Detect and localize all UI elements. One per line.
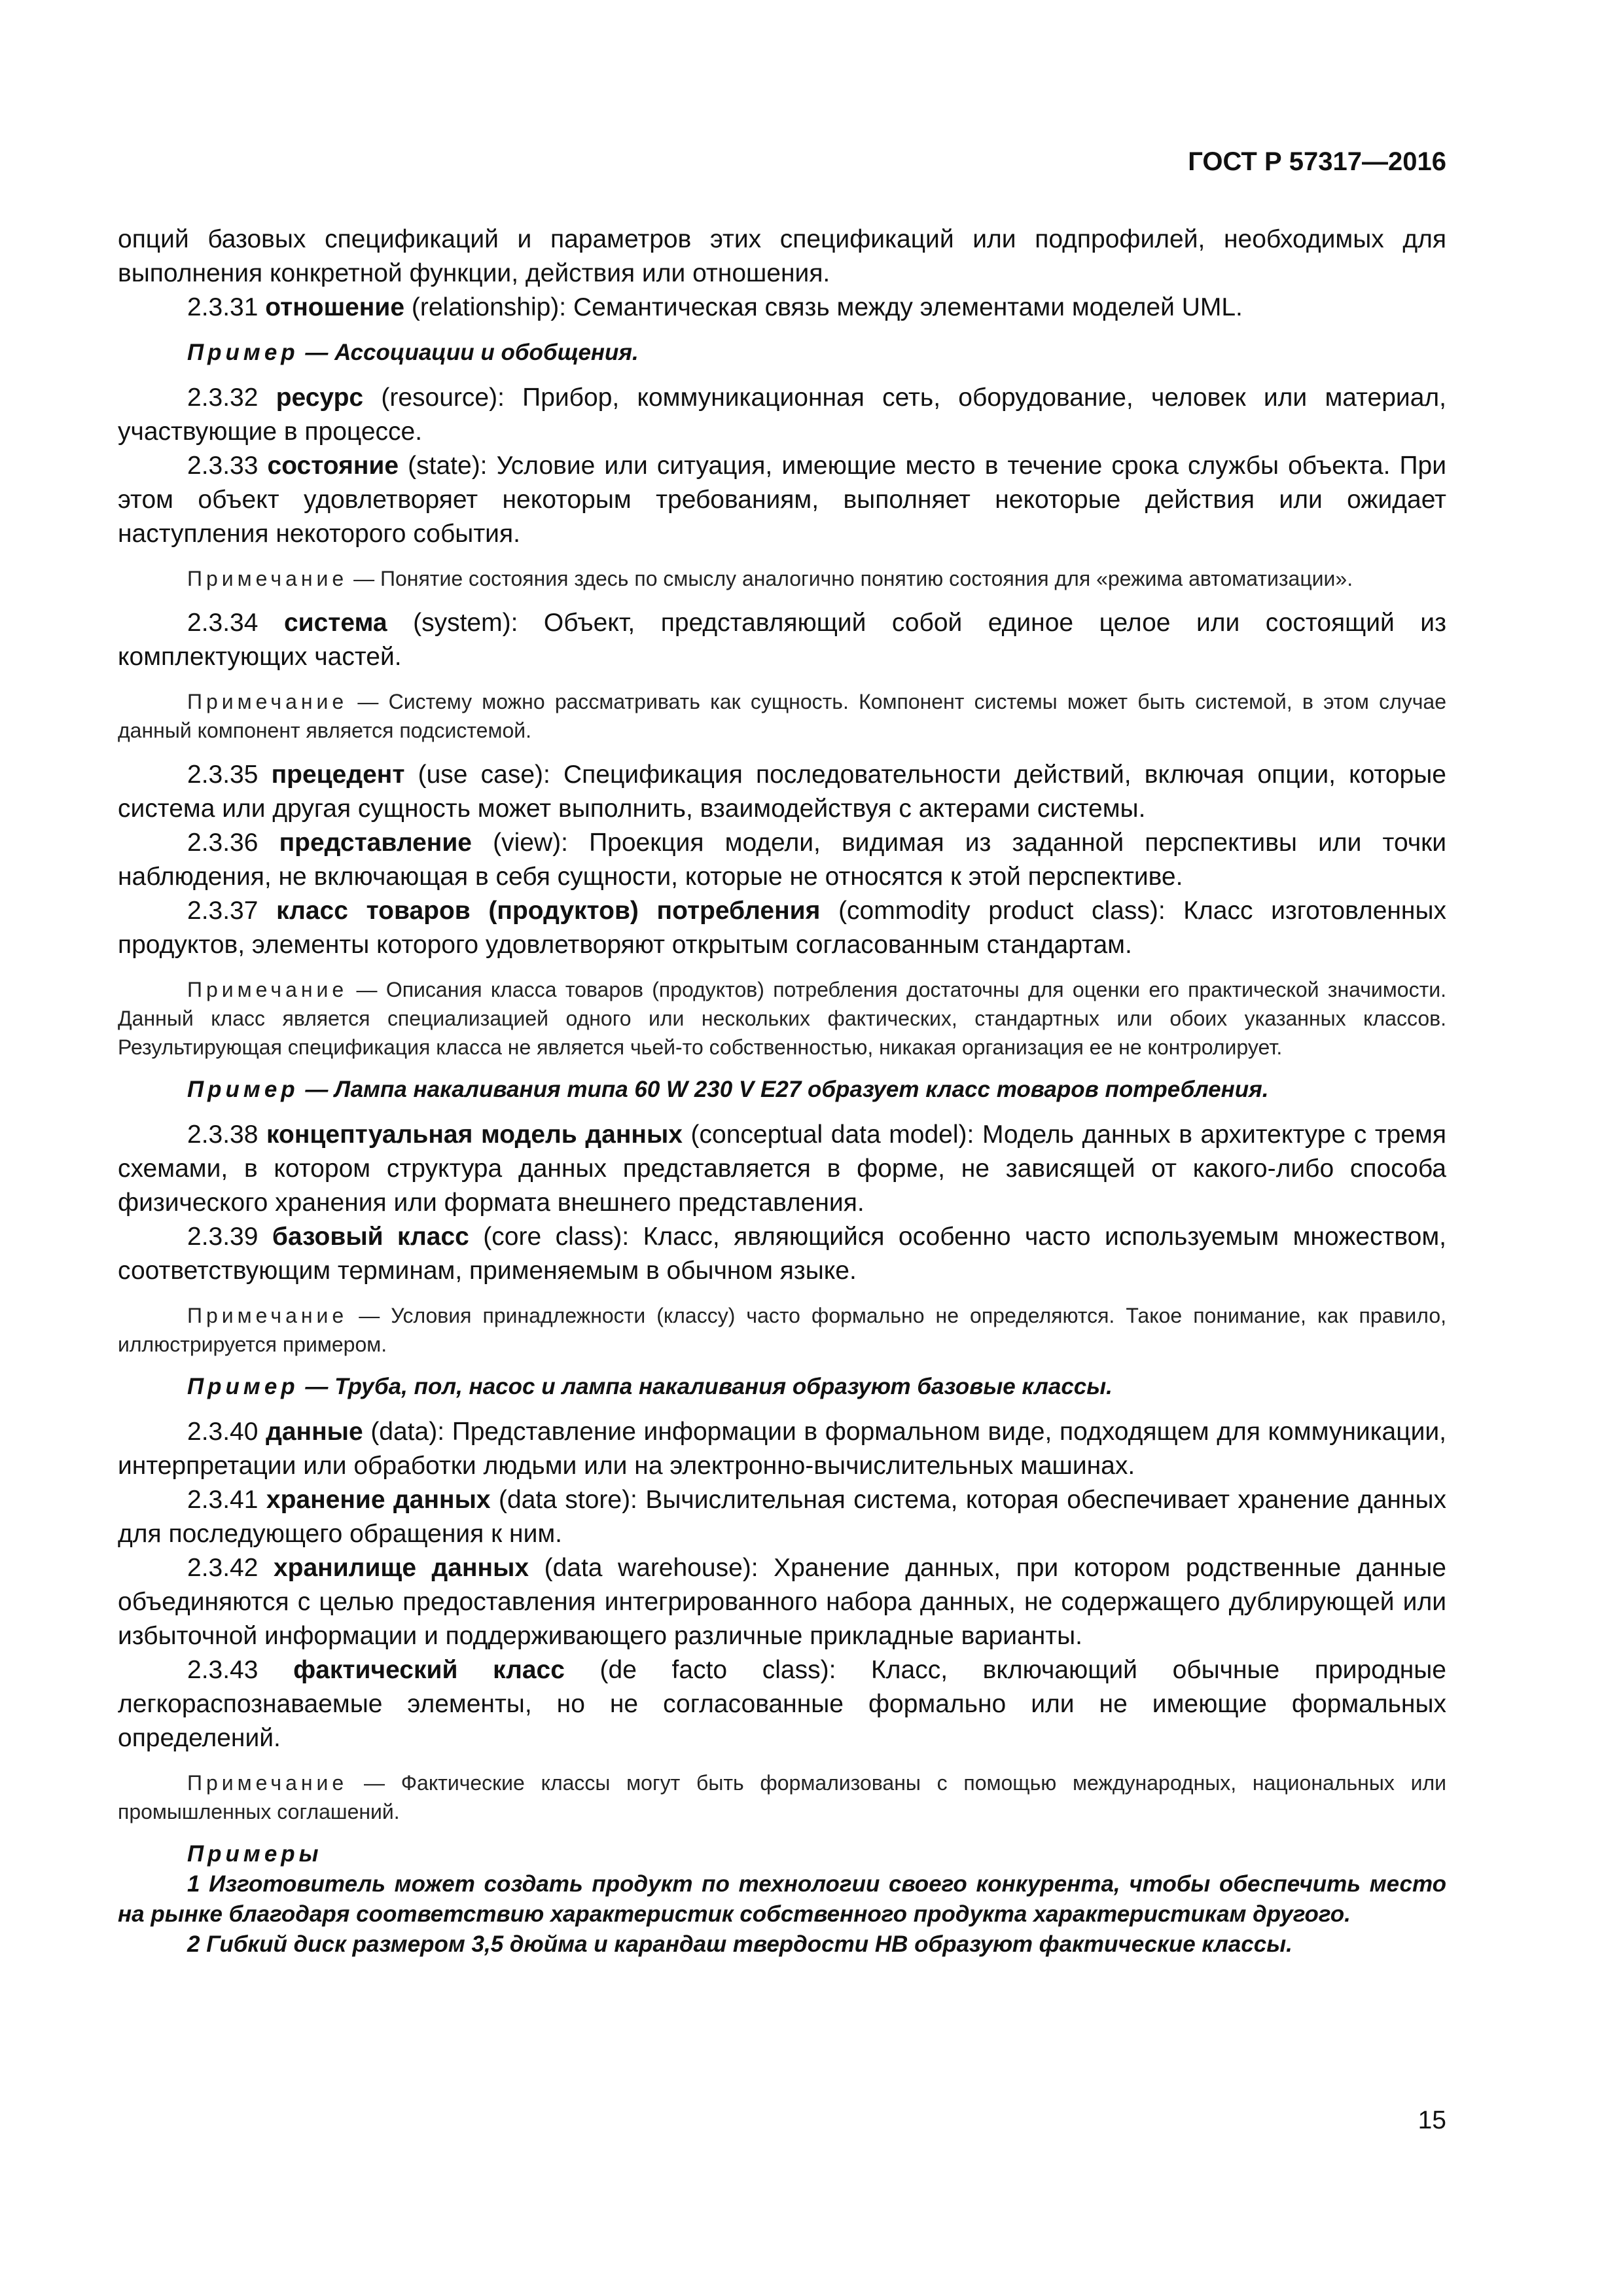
note-3 <box>118 975 1446 1062</box>
term-number: 2.3.36 <box>187 829 279 857</box>
term-number: 2.3.35 <box>187 761 272 789</box>
note-text: — Условия принадлежности (классу) часто формально не определяются. Такое понимание, как правило, иллюстрируется примером. <box>118 1304 1446 1356</box>
document-code-header: ГОСТ Р 57317—2016 <box>1188 147 1446 176</box>
term-2-3-33 <box>118 449 1446 551</box>
term-2-3-43 <box>118 1653 1446 1755</box>
example-text: — Ассоциации и обобщения. <box>298 340 639 365</box>
note-label: Примечание <box>187 1304 348 1327</box>
term-definition: (relationship): Семантическая связь между элементами моделей UML. <box>404 293 1243 321</box>
note-label: Примечание <box>187 978 348 1001</box>
note-4 <box>118 1301 1446 1359</box>
note-label: Примечание <box>187 690 348 713</box>
term-2-3-39 <box>118 1220 1446 1288</box>
note-text: — Понятие состояния здесь по смыслу аналогично понятию состояния для «режима автоматизации». <box>348 567 1353 590</box>
term-definition: (data store): Вычислительная система, которая обеспечивает хранение данных для последующего обращения к ним. <box>118 1486 1447 1548</box>
example-label: Пример <box>187 1077 299 1102</box>
example-2 <box>118 1075 1446 1105</box>
term-number: 2.3.33 <box>187 452 268 480</box>
term-definition: (data): Представление информации в формальном виде, подходящем для коммуникации, интерпретации или обработки людьми или на электронно-вычислительных машинах. <box>118 1418 1446 1480</box>
term-2-3-31 <box>118 291 1446 325</box>
note-text: — Описания класса товаров (продуктов) потребления достаточны для оценки его практической значимости. Данный класс является специализацией одного или нескольких фактических, стандартных или обоих указанных классов. Результирующая спецификация класса не является чьей-то собственностью, никакая организация ее не контролирует. <box>118 978 1446 1059</box>
example-1 <box>118 338 1446 368</box>
note-text: — Систему можно рассматривать как сущность. Компонент системы может быть системой, в этом случае данный компонент является подсистемой. <box>118 690 1446 742</box>
term-definition: (conceptual data model): Модель данных в архитектуре с тремя схемами, в котором структура данных представляется в форме, не зависящей от какого-либо способа физического хранения или формата внешнего представления. <box>118 1121 1446 1217</box>
examples-heading <box>118 1839 1446 1869</box>
page-number: 15 <box>1418 2106 1446 2134</box>
note-label: Примечание <box>187 567 348 590</box>
term-2-3-36 <box>118 826 1446 894</box>
term-definition: (de facto class): Класс, включающий обычные природные легкораспознаваемые элементы, но не согласованные формально или не имеющие формальных определений. <box>118 1656 1446 1752</box>
example-label: Пример <box>187 340 299 365</box>
examples-label: Примеры <box>187 1841 323 1867</box>
term-name: отношение <box>265 293 405 321</box>
example-text: — Лампа накаливания типа 60 W 230 V E27 образует класс товаров потребления. <box>298 1077 1269 1102</box>
term-definition: (resource): Прибор, коммуникационная сеть, оборудование, человек или материал, участвующие в процессе. <box>118 384 1446 446</box>
example-text: — Труба, пол, насос и лампа накаливания образуют базовые классы. <box>298 1374 1113 1399</box>
term-2-3-40 <box>118 1415 1446 1483</box>
term-number: 2.3.42 <box>187 1554 274 1582</box>
term-definition: (system): Объект, представляющий собой единое целое или состоящий из комплектующих частей. <box>118 609 1446 671</box>
continued-paragraph: опций базовых спецификаций и параметров этих спецификаций или подпрофилей, необходимых для выполнения конкретной функции, действия или отношения. <box>118 225 1446 287</box>
example-item: 1 Изготовитель может создать продукт по технологии своего конкурента, чтобы обеспечить место на рынке благодаря соответствию характеристик собственного продукта характеристикам другого. <box>118 1871 1446 1927</box>
term-number: 2.3.40 <box>187 1418 266 1446</box>
term-number: 2.3.43 <box>187 1656 294 1684</box>
note-text: — Фактические классы могут быть формализованы с помощью международных, национальных или промышленных соглашений. <box>118 1771 1446 1823</box>
term-name: данные <box>266 1418 363 1446</box>
term-number: 2.3.39 <box>187 1223 272 1251</box>
term-name: хранилище данных <box>273 1554 529 1582</box>
term-name: хранение данных <box>266 1486 491 1514</box>
note-1 <box>118 564 1446 593</box>
term-name: прецедент <box>271 761 405 789</box>
note-label: Примечание <box>187 1771 348 1795</box>
example-item: 2 Гибкий диск размером 3,5 дюйма и карандаш твердости НВ образуют фактические классы. <box>187 1931 1293 1957</box>
term-name: представление <box>279 829 473 857</box>
term-2-3-35 <box>118 758 1446 826</box>
term-name: концептуальная модель данных <box>266 1121 683 1149</box>
term-definition: (state): Условие или ситуация, имеющие место в течение срока службы объекта. При этом объект удовлетворяет некоторым требованиям, выполняет некоторые действия или ожидает наступления некоторого события. <box>118 452 1446 548</box>
term-name: базовый класс <box>272 1223 469 1251</box>
term-name: фактический класс <box>293 1656 565 1684</box>
term-definition: (commodity product class): Класс изготовленных продуктов, элементы которого удовлетворяют открытым согласованным стандартам. <box>118 897 1446 959</box>
note-5 <box>118 1768 1446 1826</box>
term-name: ресурс <box>276 384 364 412</box>
term-definition: (core class): Класс, являющийся особенно часто используемым множеством, соответствующим терминам, применяемым в обычном языке. <box>118 1223 1446 1285</box>
term-2-3-34 <box>118 606 1446 674</box>
term-number: 2.3.34 <box>187 609 284 637</box>
example-label: Пример <box>187 1374 299 1399</box>
term-2-3-42 <box>118 1551 1446 1653</box>
term-name: состояние <box>267 452 399 480</box>
page-content <box>118 223 1446 1960</box>
term-2-3-38 <box>118 1118 1446 1220</box>
term-number: 2.3.31 <box>187 293 266 321</box>
term-2-3-41 <box>118 1483 1446 1551</box>
term-definition: (view): Проекция модели, видимая из заданной перспективы или точки наблюдения, не включающая в себя сущности, которые не относятся к этой перспективе. <box>118 829 1446 891</box>
examples-block <box>118 1839 1446 1960</box>
term-definition: (use case): Спецификация последовательности действий, включая опции, которые система или другая сущность может выполнить, взаимодействуя с актерами системы. <box>118 761 1446 823</box>
term-number: 2.3.32 <box>187 384 276 412</box>
note-2 <box>118 687 1446 745</box>
term-name: класс товаров (продуктов) потребления <box>276 897 821 925</box>
term-definition: (data warehouse): Хранение данных, при котором родственные данные объединяются с целью предоставления интегрированного набора данных, не содержащего дублирующей или избыточной информации и поддерживающего различные прикладные варианты. <box>118 1554 1446 1650</box>
term-2-3-32 <box>118 381 1446 449</box>
term-number: 2.3.38 <box>187 1121 267 1149</box>
term-number: 2.3.37 <box>187 897 277 925</box>
term-2-3-37 <box>118 894 1446 962</box>
term-name: система <box>283 609 387 637</box>
term-number: 2.3.41 <box>187 1486 266 1514</box>
example-3 <box>118 1372 1446 1402</box>
